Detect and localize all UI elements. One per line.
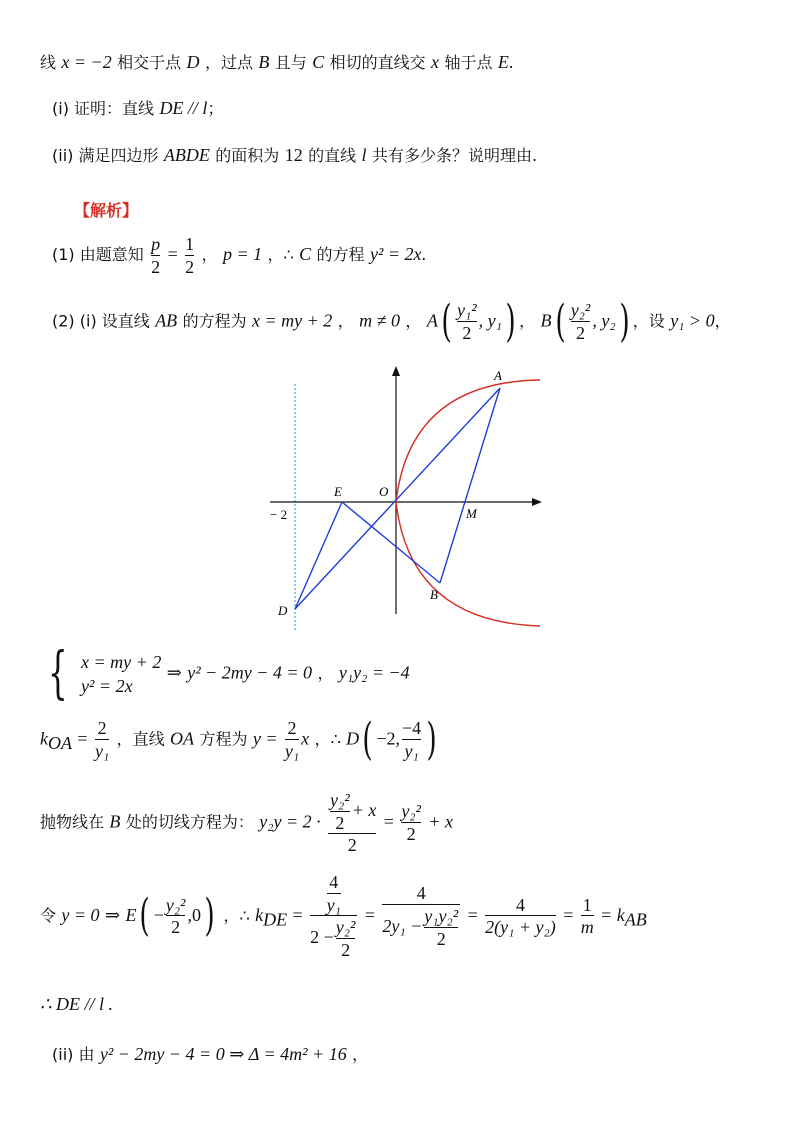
label-neg2: − 2 <box>270 507 288 522</box>
solution-part-1: (1) 由题意知 $\frac{p}{2}$ = $\frac{1}{2}$ ， p = 1 ，∴ C 的方程 y² = 2x. <box>52 234 426 277</box>
solution-part-2-setup: (2) (i) 设直线 AB 的方程为 x = my + 2 ， m ≠ 0 ， A( $\frac{\text{y₁²}}{2}$ , y₁) ， B( $\frac{\text{y₂²}}{2}$ , y₂) ，设 y₁ > 0， <box>52 296 731 347</box>
label-A: A <box>494 368 502 383</box>
label-M: M <box>466 506 477 521</box>
part-i-question: (i) 证明：直线 DE // l； <box>52 98 224 118</box>
solution-header: 【解析】 <box>74 201 139 220</box>
segment-A-D <box>295 388 500 609</box>
segment-D-E <box>295 502 342 609</box>
part-ii-question: (ii) 满足四边形 ABDE 的面积为 12 的直线 l 共有多少条？说明理由. <box>52 145 538 165</box>
solution-part-ii: (ii) 由 y² − 2my − 4 = 0 ⇒ Δ = 4m² + 16 ， <box>52 1044 369 1064</box>
slope-OA-line: $k_{OA}$ = $\frac{2}{\text{y₁}}$ ，直线 OA 方程为 y = $\frac{2}{\text{y₁}}$ x ，∴ D( −2, $\frac{-4}{\text{y₁}}$ ) <box>40 714 437 765</box>
p-over-2-fraction: $\frac{p}{2}$ <box>151 234 161 277</box>
label-O: O <box>379 484 389 499</box>
tangent-line-equation: 抛物线在 B 处的切线方程为： y₂y = 2 · $\frac{\text{y₂²}}{2}$ + x 2 = $\frac{\text{y₂²}}{2}$ + x <box>40 790 454 856</box>
conclusion-line: ∴ DE // l . <box>40 994 113 1014</box>
label-D: D <box>278 603 288 618</box>
one-half-fraction: $\frac{1}{2}$ <box>185 234 195 277</box>
segment-A-B <box>440 388 500 583</box>
equation-system: { x = my + 2 y² = 2x ⇒ y² − 2my − 4 = 0 ， y₁y₂ = −4 <box>48 641 410 706</box>
label-E: E <box>334 484 342 499</box>
y-axis-arrow <box>392 366 400 376</box>
geometry-figure <box>260 362 550 632</box>
problem-line-1: 线 x = −2 相交于点 D ，过点 B 且与 C 相切的直线交 x 轴于点 E. <box>40 52 514 72</box>
slope-DE-derivation: 令 y = 0 ⇒ E( − $\frac{\text{y₂²}}{2}$ ,0) ，∴ $k_{DE}$ = $\frac{4}{\text{y₁}}$ 2 − $\frac{\text{y₂²}}{2}$ = 4 2y₁ − $\frac{\text{y₁y₂²}}{2}$ = $\frac{4}{\text{2(y₁ + y₂)}}$ = $\frac{1}{m}$ = $k_{AB}$ <box>40 872 647 961</box>
label-B: B <box>430 587 438 602</box>
parabola-curve <box>396 380 540 626</box>
x-axis-arrow <box>532 498 542 506</box>
